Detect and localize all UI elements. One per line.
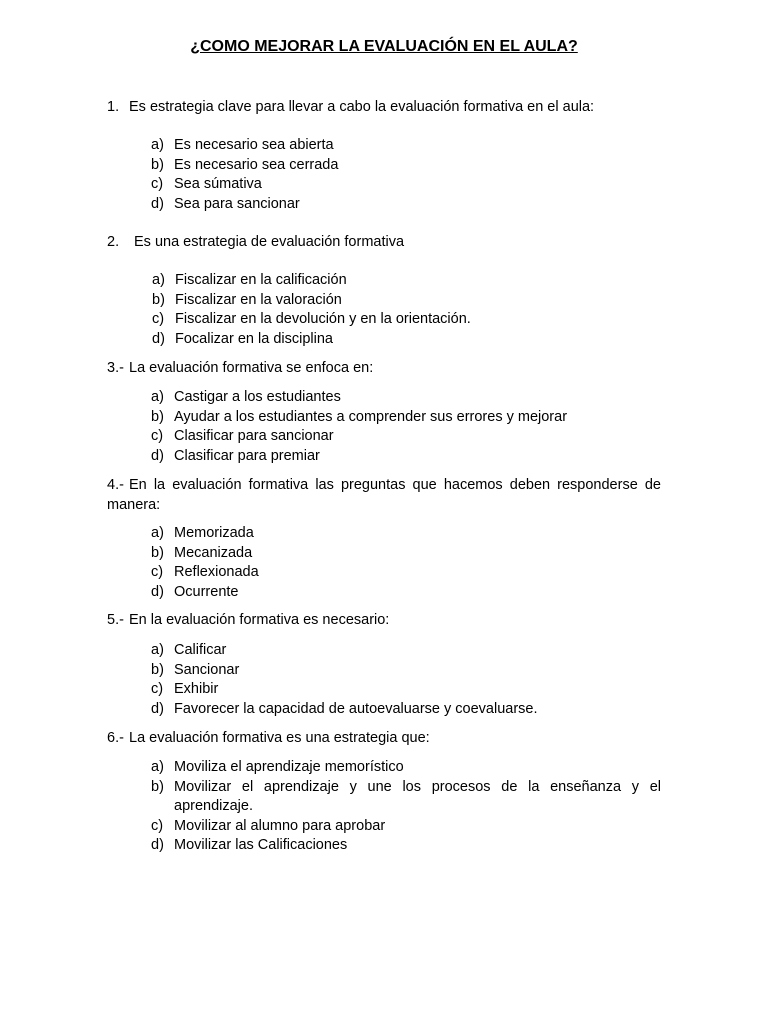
option-letter: c) bbox=[151, 817, 164, 834]
option-text: Exhibir bbox=[174, 681, 219, 697]
option-list-2 bbox=[152, 271, 662, 349]
option-list-5 bbox=[151, 641, 661, 719]
option-1d bbox=[151, 195, 661, 215]
option-text: Sea súmativa bbox=[174, 176, 262, 192]
question-number: 1. bbox=[107, 99, 120, 115]
option-text: Es necesario sea cerrada bbox=[174, 156, 339, 173]
option-letter: b) bbox=[151, 544, 164, 561]
option-text: Favorecer la capacidad de autoevaluarse y coevaluarse. bbox=[174, 700, 538, 717]
option-6d bbox=[151, 836, 661, 856]
option-letter: a) bbox=[151, 389, 164, 405]
option-letter: c) bbox=[151, 428, 164, 444]
question-text: Es estrategia clave para llevar a cabo la evaluación formativa en el aula: bbox=[129, 99, 595, 115]
option-5b bbox=[151, 661, 661, 681]
question-text: Es una estrategia de evaluación formativa bbox=[134, 234, 405, 250]
question-number: 4.- bbox=[107, 477, 124, 493]
option-2b bbox=[152, 291, 662, 311]
option-text: Memorizada bbox=[174, 525, 254, 541]
option-letter: b) bbox=[151, 156, 164, 173]
option-4d bbox=[151, 583, 661, 603]
option-list-6 bbox=[151, 758, 661, 856]
option-list-4 bbox=[151, 524, 661, 602]
question-number: 2. bbox=[107, 234, 120, 250]
option-2c bbox=[152, 310, 662, 330]
option-text: Movilizar las Calificaciones bbox=[174, 837, 348, 853]
page-title: ¿COMO MEJORAR LA EVALUACIÓN EN EL AULA? bbox=[190, 38, 578, 55]
option-3a bbox=[151, 388, 661, 408]
option-letter: d) bbox=[151, 700, 164, 717]
question-number: 3.- bbox=[107, 360, 124, 376]
option-3d bbox=[151, 447, 661, 467]
option-letter: a) bbox=[151, 525, 164, 541]
option-letter: c) bbox=[151, 176, 164, 192]
option-letter: a) bbox=[151, 759, 164, 775]
option-letter: b) bbox=[151, 661, 164, 678]
option-4b bbox=[151, 544, 661, 564]
option-6b bbox=[151, 778, 661, 817]
option-letter: c) bbox=[152, 311, 165, 327]
option-text: Movilizar al alumno para aprobar bbox=[174, 817, 386, 834]
option-letter: b) bbox=[151, 408, 164, 425]
option-text: Moviliza el aprendizaje memorístico bbox=[174, 759, 404, 775]
option-text: Ayudar a los estudiantes a comprender sus errores y mejorar bbox=[174, 408, 568, 425]
option-letter: b) bbox=[152, 291, 165, 308]
option-1a bbox=[151, 136, 661, 156]
question-5 bbox=[107, 611, 661, 631]
option-letter: d) bbox=[151, 195, 164, 212]
option-6a bbox=[151, 758, 661, 778]
option-text: Clasificar para sancionar bbox=[174, 428, 334, 444]
option-6c bbox=[151, 817, 661, 837]
option-text: Calificar bbox=[174, 642, 227, 658]
question-text: En la evaluación formativa las preguntas que hacemos deben responderse de manera: bbox=[107, 477, 661, 513]
question-number: 6.- bbox=[107, 730, 124, 746]
option-letter: d) bbox=[151, 583, 164, 600]
option-letter: c) bbox=[151, 681, 164, 697]
option-letter: a) bbox=[151, 642, 164, 658]
option-5a bbox=[151, 641, 661, 661]
option-3c bbox=[151, 427, 661, 447]
option-2d bbox=[152, 330, 662, 350]
option-3b bbox=[151, 408, 661, 428]
question-6 bbox=[107, 729, 661, 749]
option-letter: d) bbox=[152, 330, 165, 347]
option-text: Fiscalizar en la devolución y en la orientación. bbox=[175, 311, 471, 327]
option-list-1 bbox=[151, 136, 661, 214]
question-1 bbox=[107, 98, 661, 118]
option-letter: b) bbox=[151, 778, 164, 795]
question-number: 5.- bbox=[107, 612, 124, 628]
option-text: Mecanizada bbox=[174, 544, 253, 561]
option-list-3 bbox=[151, 388, 661, 466]
option-1b bbox=[151, 156, 661, 176]
option-text: Fiscalizar en la valoración bbox=[175, 291, 342, 308]
option-text: Es necesario sea abierta bbox=[174, 137, 334, 153]
option-text: Focalizar en la disciplina bbox=[175, 330, 333, 347]
question-text: La evaluación formativa es una estrategia que: bbox=[129, 730, 430, 746]
option-4c bbox=[151, 563, 661, 583]
option-text: Fiscalizar en la calificación bbox=[175, 272, 347, 288]
option-text: Reflexionada bbox=[174, 564, 259, 580]
option-text: Movilizar el aprendizaje y une los procesos de la enseñanza y el aprendizaje. bbox=[174, 778, 661, 814]
question-text: En la evaluación formativa es necesario: bbox=[129, 612, 390, 628]
option-letter: d) bbox=[151, 447, 164, 464]
option-text: Ocurrente bbox=[174, 583, 239, 600]
option-5d bbox=[151, 700, 661, 720]
question-2 bbox=[107, 233, 661, 253]
option-text: Castigar a los estudiantes bbox=[174, 389, 341, 405]
option-letter: d) bbox=[151, 837, 164, 853]
option-letter: a) bbox=[151, 137, 164, 153]
option-4a bbox=[151, 524, 661, 544]
question-4 bbox=[107, 476, 661, 515]
option-5c bbox=[151, 680, 661, 700]
option-text: Sea para sancionar bbox=[174, 195, 300, 212]
option-letter: c) bbox=[151, 564, 164, 580]
question-3 bbox=[107, 359, 661, 379]
question-text: La evaluación formativa se enfoca en: bbox=[129, 360, 374, 376]
option-text: Sancionar bbox=[174, 661, 240, 678]
option-text: Clasificar para premiar bbox=[174, 447, 320, 464]
option-letter: a) bbox=[152, 272, 165, 288]
option-1c bbox=[151, 175, 661, 195]
option-2a bbox=[152, 271, 662, 291]
